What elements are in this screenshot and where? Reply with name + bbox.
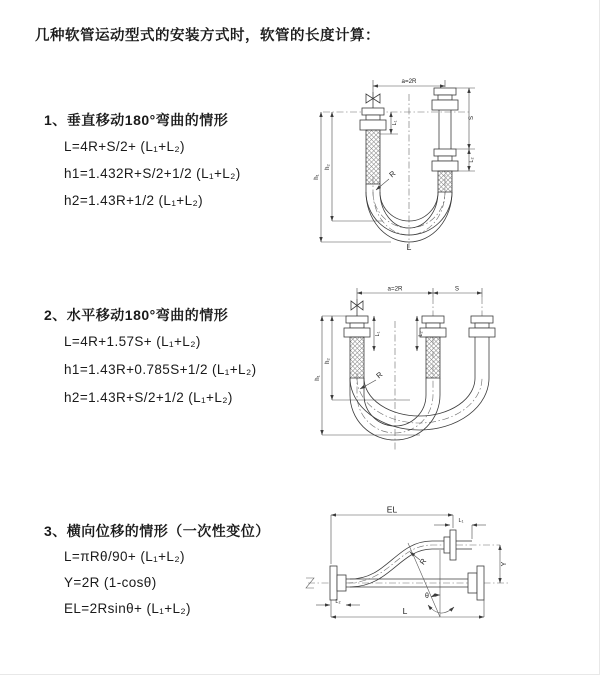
section-1-heading: 1、垂直移动180°弯曲的情形 xyxy=(44,112,229,128)
braided-hose-left xyxy=(350,337,364,378)
dim-label-a2r: a=2R xyxy=(387,285,403,293)
section-3-formula-Y: Y=2R (1-cosθ) xyxy=(64,575,157,590)
section-2-formula-L: L=4R+1.57S+ (L₁+L₂) xyxy=(64,334,201,349)
dim-label-l1: L₁ xyxy=(458,518,464,524)
diagram-horizontal-180-bend xyxy=(310,283,600,461)
dim-label-h1: h₁ xyxy=(314,174,320,180)
dim-label-s: S xyxy=(454,285,460,293)
section-2-heading: 2、水平移动180°弯曲的情形 xyxy=(44,307,229,323)
braided-hose-right xyxy=(438,171,452,192)
dim-label-h1: h₁ xyxy=(315,375,321,381)
diagram-vertical-180-bend xyxy=(313,72,498,254)
dim-label-y: Y xyxy=(501,561,508,567)
dim-label-l2: L₂ xyxy=(335,599,341,605)
dim-label-l1: L₁ xyxy=(375,331,381,337)
braided-hose-middle xyxy=(426,337,440,378)
dim-label-l1: L₁ xyxy=(392,120,398,126)
diagram-lateral-displacement xyxy=(300,505,600,647)
dim-label-l2: L₂ xyxy=(469,157,475,163)
angle-label: θ xyxy=(425,593,429,600)
braided-hose-left xyxy=(366,130,380,184)
section-1-formula-L: L=4R+S/2+ (L₁+L₂) xyxy=(64,139,185,154)
dim-label-a2r: a=2R xyxy=(401,78,417,85)
dim-label-h2: h₂ xyxy=(325,164,331,170)
dim-label-s: S xyxy=(469,115,475,121)
hose-assembly xyxy=(344,299,495,440)
dim-label-l: L xyxy=(406,242,412,252)
hose-assembly xyxy=(330,530,484,600)
section-2-formula-h2: h2=1.43R+S/2+1/2 (L₁+L₂) xyxy=(64,390,233,405)
valve-icon xyxy=(366,94,373,103)
dim-label-l2: L₂ xyxy=(418,331,424,337)
dimensions xyxy=(315,286,482,436)
construction-lines xyxy=(408,543,454,617)
section-3-formula-L: L=πRθ/90+ (L₁+L₂) xyxy=(64,549,185,564)
section-1-formula-h2: h2=1.43R+1/2 (L₁+L₂) xyxy=(64,193,204,208)
section-3-formula-EL: EL=2Rsinθ+ (L₁+L₂) xyxy=(64,601,191,616)
dim-label-l: L xyxy=(402,606,408,616)
valve-icon xyxy=(351,301,357,310)
dim-label-el: EL xyxy=(386,504,398,515)
section-2-formula-h1: h1=1.43R+0.785S+1/2 (L₁+L₂) xyxy=(64,362,257,377)
section-3-heading: 3、横向位移的情形（一次性变位） xyxy=(44,523,270,539)
radius-label: R xyxy=(374,369,385,381)
page-title: 几种软管运动型式的安装方式时，软管的长度计算： xyxy=(35,28,380,44)
section-1-formula-h1: h1=1.432R+S/2+1/2 (L₁+L₂) xyxy=(64,166,241,181)
radius-label: R xyxy=(417,556,429,567)
radius-label: R xyxy=(387,168,398,180)
dim-label-h2: h₂ xyxy=(325,358,331,364)
